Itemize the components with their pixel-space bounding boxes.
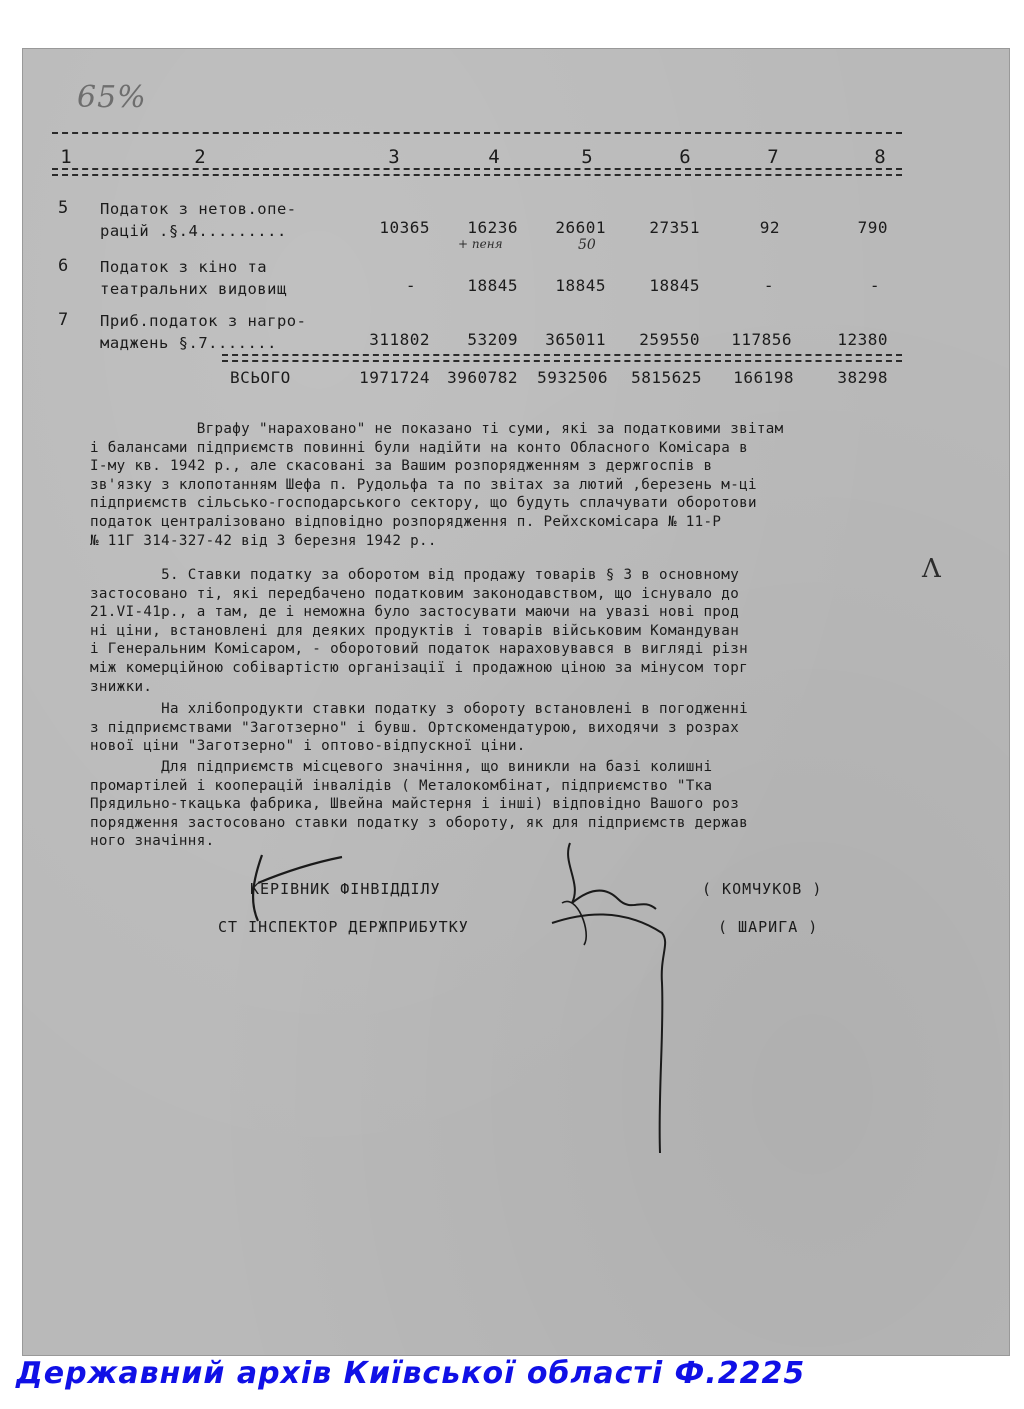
table-header-rule bbox=[52, 168, 902, 176]
row-value: - bbox=[869, 276, 880, 295]
row-value: 18845 bbox=[555, 276, 606, 295]
column-number: 6 bbox=[679, 146, 691, 168]
handwritten-signature bbox=[222, 843, 402, 933]
paragraph-grain-products: На хлібопродукти ставки податку з обороту встановлені в погодженні з підприємствами "Заготзерно" і бувш. Ортскомендатурою, виходячи з розрах нової ціни "Заготзерно" і оптово-відпускної ціни. bbox=[90, 701, 748, 755]
total-value: 3960782 bbox=[447, 368, 518, 387]
row-number: 7 bbox=[58, 310, 69, 330]
row-value: 92 bbox=[759, 218, 780, 237]
row-value: 12380 bbox=[837, 330, 888, 349]
row-value: 26601 bbox=[555, 218, 606, 237]
paragraph-local-enterprises: Для підприємств місцевого значіння, що виникли на базі колишні промартілей і кооперацій інвалідів ( Металокомбінат, підприємство "Тка Прядильно-ткацька фабрика, Швейна майстерня і інші) відповідно Вашого роз порядження застосовано ставки податку з обороту, як для підприємств держав ного значіння. bbox=[90, 759, 748, 850]
row-label: Податок з нетов.опе- рацій .§.4......... bbox=[100, 200, 297, 240]
column-number: 1 bbox=[60, 146, 72, 168]
archive-caption: Державний архів Київської області Ф.2225 bbox=[16, 1356, 806, 1391]
column-number: 4 bbox=[488, 146, 500, 168]
handwritten-signature-stroke bbox=[522, 833, 702, 1163]
margin-mark: Λ bbox=[922, 554, 941, 584]
signature-name: ( КОМЧУКОВ ) bbox=[702, 880, 823, 898]
total-label: ВСЬОГО bbox=[230, 368, 291, 387]
document-page bbox=[22, 48, 1010, 1356]
paragraph-tax-rates: 5. Ставки податку за оборотом від продажу товарів § 3 в основному застосовано ті, які передбачено податковим законодавством, що існувало до 21.VI-41р., а там, де і неможна було застосувати маючи на увазі нові прод ні ціни, встановлені для деяких продуктів і товарів військовим Командуван і Генеральним Комісаром, - оборотовий податок нараховувався в вигляді різн між комерційною собівартістю організації і продажною ціною за мінусом торг знижки. bbox=[90, 567, 748, 695]
table-top-rule bbox=[52, 132, 902, 134]
paragraph-not-accrued: Вграфу "нараховано" не показано ті суми, які за податковими звітам і балансами підприємств повинні були надійти на конто Обласного Комісара в І-му кв. 1942 р., але скасовані за Вашим розпорядженням з держгоспів в зв'язку з клопотанням Шефа п. Рудольфа та по звітах за лютий ,березень м-ці підприємств сільсько-господарського сектору, що будуть сплачувати оборотови податок централізовано відповідно розпорядження п. Рейхскомісара № 11-Р № 11Г 314-327-42 від 3 березня 1942 р.. bbox=[90, 421, 784, 549]
row-value: 18845 bbox=[649, 276, 700, 295]
row-value: 10365 bbox=[379, 218, 430, 237]
column-number: 3 bbox=[388, 146, 400, 168]
row-value: - bbox=[763, 276, 774, 295]
total-value: 166198 bbox=[733, 368, 794, 387]
handwritten-note: 50 bbox=[578, 237, 596, 253]
handwritten-note: + пеня bbox=[458, 237, 503, 251]
column-number: 8 bbox=[874, 146, 886, 168]
row-label: Податок з кіно та театральних видовищ bbox=[100, 258, 287, 298]
folio-number: 65% bbox=[77, 80, 147, 115]
row-value: 259550 bbox=[639, 330, 700, 349]
column-number: 2 bbox=[194, 146, 206, 168]
row-number: 6 bbox=[58, 256, 69, 276]
row-value: 53209 bbox=[467, 330, 518, 349]
column-number: 7 bbox=[767, 146, 779, 168]
signature-title: СТ ІНСПЕКТОР ДЕРЖПРИБУТКУ bbox=[218, 918, 469, 936]
total-value: 5932506 bbox=[537, 368, 608, 387]
column-number: 5 bbox=[581, 146, 593, 168]
row-value: 27351 bbox=[649, 218, 700, 237]
signature-title: КЕРІВНИК ФІНВІДДІЛУ bbox=[250, 880, 441, 898]
row-value: 790 bbox=[857, 218, 888, 237]
row-value: 117856 bbox=[731, 330, 792, 349]
row-label: Приб.податок з нагро- маджень §.7....... bbox=[100, 312, 307, 352]
total-rule bbox=[222, 354, 902, 362]
total-value: 1971724 bbox=[359, 368, 430, 387]
row-value: 18845 bbox=[467, 276, 518, 295]
total-value: 5815625 bbox=[631, 368, 702, 387]
total-value: 38298 bbox=[837, 368, 888, 387]
row-value: 365011 bbox=[545, 330, 606, 349]
row-value: 311802 bbox=[369, 330, 430, 349]
row-value: 16236 bbox=[467, 218, 518, 237]
row-value: - bbox=[405, 276, 416, 295]
row-number: 5 bbox=[58, 198, 69, 218]
signature-name: ( ШАРИГА ) bbox=[718, 918, 819, 936]
